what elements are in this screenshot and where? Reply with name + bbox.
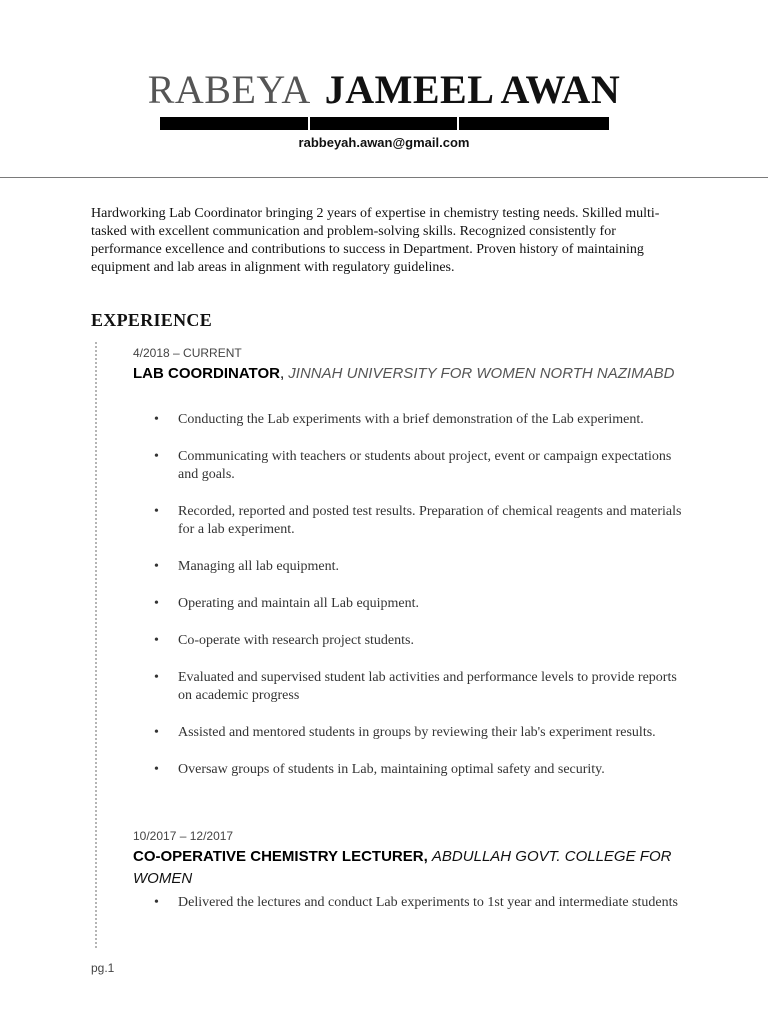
job-title-line [133,846,673,890]
list-item: • Delivered the lectures and conduct Lab experiments to 1st year and intermediate students [150,894,690,912]
list-item: • Evaluated and supervised student lab activities and performance levels to provide reports on academic progress [150,669,690,705]
job-dates: 10/2017 – 12/2017 [133,829,234,843]
list-item: • Operating and maintain all Lab equipment. [150,595,690,613]
job-title-line [133,363,674,385]
list-item: • Co-operate with research project students. [150,632,690,650]
name-underline-bar [160,117,609,130]
job-separator: , [279,365,285,382]
job-dates: 4/2018 – CURRENT [133,346,242,360]
first-name: RABEYA [147,67,311,112]
header-divider [0,177,768,178]
page-number: pg.1 [91,961,115,975]
experience-heading: EXPERIENCE [91,310,213,330]
professional-summary: Hardworking Lab Coordinator bringing 2 years of expertise in chemistry testing needs. Skilled multi-tasked with excellent communication and problem-solving skills. Recognized consistently for performance excellence and contributions to success in Department. Proven history of maintaining equipment and lab areas in alignment with regulatory guidelines. [91,206,660,275]
list-item: • Assisted and mentored students in groups by reviewing their lab's experiment results. [150,724,690,742]
job-role: CO-OPERATIVE CHEMISTRY LECTURER, [133,848,428,865]
bar-divider [308,117,310,130]
last-name: JAMEEL AWAN [324,67,621,112]
list-item: • Communicating with teachers or students about project, event or campaign expectations and goals. [150,448,690,484]
job-duties-list [150,894,690,912]
timeline-dotted-line [95,342,97,948]
candidate-name [0,66,768,114]
email-address[interactable]: rabbeyah.awan@gmail.com [298,135,470,150]
list-item: • Recorded, reported and posted test results. Preparation of chemical reagents and materials for a lab experiment. [150,503,690,539]
job-role: LAB COORDINATOR [133,365,280,382]
list-item: • Oversaw groups of students in Lab, maintaining optimal safety and security. [150,761,690,779]
job-organization: JINNAH UNIVERSITY FOR WOMEN NORTH NAZIMABD [288,365,675,382]
list-item: • Conducting the Lab experiments with a brief demonstration of the Lab experiment. [150,411,690,429]
job-organization: ABDULLAH GOVT. COLLEGE FOR WOMEN [133,848,672,887]
list-item: • Managing all lab equipment. [150,558,690,576]
bar-divider [457,117,459,130]
job-duties-list [150,411,690,779]
